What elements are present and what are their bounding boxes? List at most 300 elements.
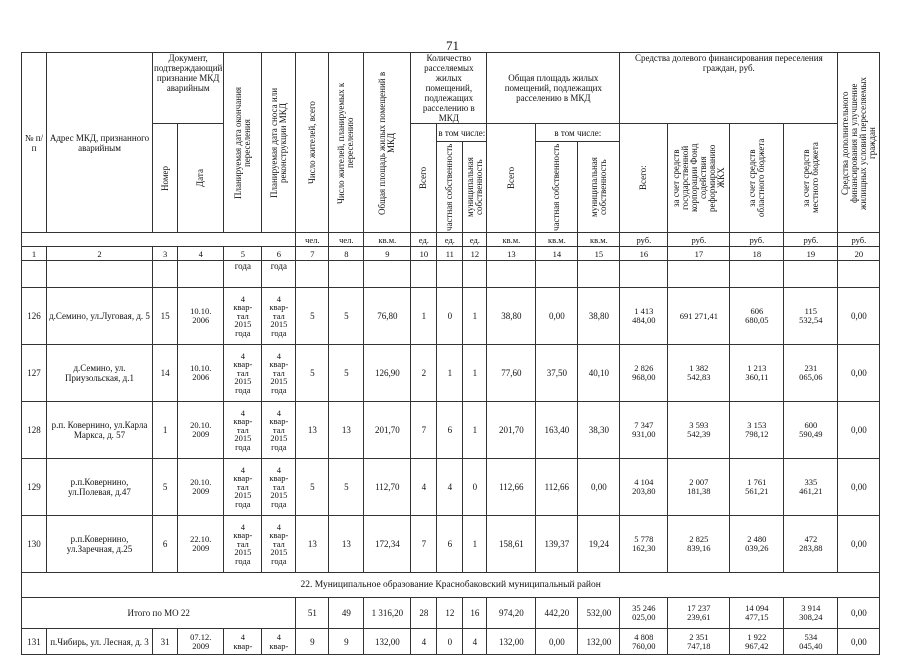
- cell-line: 534: [804, 631, 818, 642]
- cell-line: 5 778: [634, 534, 654, 545]
- row-c16: [620, 629, 668, 655]
- cell-line: 680,05: [745, 315, 769, 325]
- cell-line: 4: [240, 350, 245, 361]
- cell-line: года: [271, 441, 287, 452]
- header-doc: Документ, подтверждающий признание МКД аварийным: [153, 53, 224, 124]
- row-resettle-end: [224, 288, 262, 345]
- carry-over-demolish: года: [262, 261, 296, 288]
- col-number: 4: [178, 247, 224, 261]
- row-number: 129: [22, 459, 47, 516]
- cell-line: квар-: [269, 640, 289, 651]
- col-number: 5: [224, 247, 262, 261]
- cell-line: 2009: [192, 429, 210, 439]
- cell-line: 542,39: [687, 429, 711, 439]
- total-cell: 532,00: [578, 598, 620, 629]
- row-c7: 5: [296, 288, 329, 345]
- cell-line: тал: [272, 538, 285, 549]
- unit-cell: чел.: [329, 233, 364, 247]
- table-row: [22, 288, 880, 345]
- cell-line: тал: [236, 481, 249, 492]
- header-doc-number: Номер: [153, 124, 178, 233]
- row-c18: [730, 629, 784, 655]
- unit-cell: руб.: [620, 233, 668, 247]
- row-c18: [730, 459, 784, 516]
- row-c17: [668, 516, 730, 573]
- cell-line: 3 593: [689, 420, 709, 431]
- cell-line: 10.10.: [190, 306, 212, 317]
- row-doc-date: [178, 629, 224, 655]
- row-c15: 0,00: [578, 459, 620, 516]
- row-address: п.Чибирь, ул. Лесная, д. 3: [47, 629, 153, 655]
- cell-line: 2 007: [689, 477, 709, 488]
- row-c10: 7: [411, 516, 437, 573]
- cell-line: года: [271, 555, 287, 566]
- row-address: д.Семино, ул.Луговая, д. 5: [47, 288, 153, 345]
- district-row: [22, 573, 880, 598]
- table-row: [22, 516, 880, 573]
- empty-cell: [784, 261, 838, 288]
- row-c20: 0,00: [838, 459, 880, 516]
- total-cell: [730, 598, 784, 629]
- empty-cell: [411, 261, 437, 288]
- row-c15: 132,00: [578, 629, 620, 655]
- cell-line: 20.10.: [190, 420, 212, 431]
- cell-line: 798,12: [745, 429, 769, 439]
- row-c18: [730, 516, 784, 573]
- row-resettle-end: [224, 345, 262, 402]
- cell-line: 590,49: [799, 429, 823, 439]
- cell-line: 360,11: [745, 372, 769, 382]
- cell-line: 4: [276, 631, 281, 642]
- row-demolish: [262, 516, 296, 573]
- unit-cell: кв.м.: [578, 233, 620, 247]
- unit-cell: руб.: [668, 233, 730, 247]
- cell-line: 4 104: [634, 477, 654, 488]
- row-c16: [620, 516, 668, 573]
- cell-line: 484,00: [632, 315, 656, 325]
- row-resettle-end: [224, 629, 262, 655]
- cell-line: 532,54: [799, 315, 823, 325]
- total-line: 308,24: [799, 612, 823, 622]
- cell-line: 968,00: [632, 372, 656, 382]
- row-resettle-end: [224, 516, 262, 573]
- empty-cell: [536, 261, 578, 288]
- cell-line: 1 382: [689, 363, 709, 374]
- cell-line: года: [235, 555, 251, 566]
- cell-line: тал: [272, 367, 285, 378]
- cell-line: 606: [750, 306, 764, 317]
- cell-line: 4: [276, 293, 281, 304]
- col-number: 15: [578, 247, 620, 261]
- cell-line: квар-: [269, 416, 289, 427]
- cell-line: 967,42: [745, 640, 769, 651]
- header-area-private: частная собственность: [536, 142, 578, 233]
- table-body-last: [22, 629, 880, 655]
- row-doc-number: 1: [153, 402, 178, 459]
- header-municipal: муниципальная собственность: [463, 142, 487, 233]
- cell-line: 2015: [270, 319, 288, 330]
- col-number: 11: [437, 247, 463, 261]
- row-c9: 201,70: [364, 402, 411, 459]
- header-resettle-end: Планируемая дата окончания переселения: [224, 53, 262, 233]
- row-c8: 5: [329, 345, 364, 402]
- row-c12: 4: [463, 629, 487, 655]
- row-c16: [620, 288, 668, 345]
- header-funds-fond: за счет средств государственной корпорации Фонд содействия реформированию ЖКХ: [668, 124, 730, 233]
- cell-line: квар-: [233, 640, 253, 651]
- row-doc-number: 15: [153, 288, 178, 345]
- col-number: 1: [22, 247, 47, 261]
- cell-line: 4: [240, 631, 245, 642]
- row-number: 126: [22, 288, 47, 345]
- unit-cell: кв.м.: [364, 233, 411, 247]
- header-area-sum: Всего: [487, 124, 536, 233]
- cell-line: квар-: [233, 302, 253, 313]
- cell-line: года: [271, 498, 287, 509]
- cell-line: года: [271, 327, 287, 338]
- row-number: 130: [22, 516, 47, 573]
- row-c20: 0,00: [838, 288, 880, 345]
- col-number: 18: [730, 247, 784, 261]
- cell-line: 1 922: [747, 631, 767, 642]
- total-label: Итого по МО 22: [22, 598, 296, 629]
- cell-line: квар-: [233, 416, 253, 427]
- total-line: 35 246: [632, 603, 656, 614]
- row-c9: 76,80: [364, 288, 411, 345]
- col-number: 9: [364, 247, 411, 261]
- row-c13: 38,80: [487, 288, 536, 345]
- row-c17: [668, 629, 730, 655]
- cell-line: 162,30: [632, 543, 656, 553]
- cell-line: 2015: [270, 547, 288, 558]
- empty-cell: [47, 261, 153, 288]
- header-demolish: Планируемая дата сноса или реконструкции МКД: [262, 53, 296, 233]
- row-address: р.п.Ковернино, ул.Заречная, д.25: [47, 516, 153, 573]
- cell-line: тал: [272, 310, 285, 321]
- row-c15: 40,10: [578, 345, 620, 402]
- page-number: 71: [446, 38, 459, 53]
- col-number: 12: [463, 247, 487, 261]
- row-number: 131: [22, 629, 47, 655]
- row-c10: 7: [411, 402, 437, 459]
- row-c8: 9: [329, 629, 364, 655]
- row-doc-number: 6: [153, 516, 178, 573]
- cell-line: 07.12.: [190, 631, 212, 642]
- row-c14: 112,66: [536, 459, 578, 516]
- col-number: 17: [668, 247, 730, 261]
- cell-line: квар-: [233, 473, 253, 484]
- row-c7: 13: [296, 402, 329, 459]
- cell-line: квар-: [233, 359, 253, 370]
- cell-line: тал: [236, 367, 249, 378]
- row-c8: 13: [329, 402, 364, 459]
- cell-line: 1 413: [634, 306, 654, 317]
- row-c9: 112,70: [364, 459, 411, 516]
- col-number: 8: [329, 247, 364, 261]
- cell-line: квар-: [269, 302, 289, 313]
- total-cell: 49: [329, 598, 364, 629]
- row-c10: 2: [411, 345, 437, 402]
- row-c11: 4: [437, 459, 463, 516]
- row-c18: [730, 402, 784, 459]
- total-line: 17 237: [687, 603, 711, 614]
- row-doc-date: [178, 288, 224, 345]
- row-c11: 1: [437, 345, 463, 402]
- cell-line: 747,18: [687, 640, 711, 651]
- unit-cell: ед.: [437, 233, 463, 247]
- unit-cell: ед.: [463, 233, 487, 247]
- col-number: 10: [411, 247, 437, 261]
- cell-line: 2 826: [634, 363, 654, 374]
- header-residents-planned: Число жителей, планируемых к переселению: [329, 53, 364, 233]
- total-cell: 16: [463, 598, 487, 629]
- cell-line: 691 271,41: [679, 310, 718, 321]
- row-c13: 201,70: [487, 402, 536, 459]
- row-address: р.п. Ковернино, ул.Карла Маркса, д. 57: [47, 402, 153, 459]
- row-c19: [784, 402, 838, 459]
- empty-cell: [178, 261, 224, 288]
- cell-line: 2015: [270, 376, 288, 387]
- total-line: 025,00: [632, 612, 656, 622]
- row-c10: 4: [411, 629, 437, 655]
- row-c19: [784, 345, 838, 402]
- cell-line: 2015: [270, 490, 288, 501]
- table-row: [22, 629, 880, 655]
- row-c10: 4: [411, 459, 437, 516]
- cell-line: тал: [236, 424, 249, 435]
- total-line: 477,15: [745, 612, 769, 622]
- row-c7: 13: [296, 516, 329, 573]
- cell-line: 1 761: [747, 477, 767, 488]
- total-cell: 0,00: [838, 598, 880, 629]
- header-funds-extra: Средства дополнительного финансирования на улучшение жилищных условий переселяемых граждан: [838, 53, 880, 233]
- row-c14: 163,40: [536, 402, 578, 459]
- empty-cell: [838, 261, 880, 288]
- row-c12: 1: [463, 288, 487, 345]
- row-c19: [784, 516, 838, 573]
- total-row: [22, 598, 880, 629]
- table-row: [22, 459, 880, 516]
- cell-line: 4: [276, 407, 281, 418]
- row-c12: 1: [463, 402, 487, 459]
- carry-over-row: [22, 261, 880, 288]
- col-number: 7: [296, 247, 329, 261]
- unit-cell: кв.м.: [536, 233, 578, 247]
- row-demolish: [262, 345, 296, 402]
- cell-line: 2009: [192, 543, 210, 553]
- total-cell: 28: [411, 598, 437, 629]
- empty-cell: [153, 261, 178, 288]
- cell-line: 10.10.: [190, 363, 212, 374]
- row-c11: 0: [437, 288, 463, 345]
- col-number: 19: [784, 247, 838, 261]
- empty-cell: [296, 261, 329, 288]
- row-c14: 139,37: [536, 516, 578, 573]
- row-c9: 132,00: [364, 629, 411, 655]
- row-c9: 126,90: [364, 345, 411, 402]
- cell-line: 20.10.: [190, 477, 212, 488]
- cell-line: 4: [276, 464, 281, 475]
- row-c13: 158,61: [487, 516, 536, 573]
- empty-cell: [668, 261, 730, 288]
- row-c19: [784, 629, 838, 655]
- row-demolish: [262, 629, 296, 655]
- cell-line: 3 153: [747, 420, 767, 431]
- cell-line: 931,00: [632, 429, 656, 439]
- total-cell: 442,20: [536, 598, 578, 629]
- row-c11: 0: [437, 629, 463, 655]
- cell-line: 335: [804, 477, 818, 488]
- row-c20: 0,00: [838, 345, 880, 402]
- col-number: 16: [620, 247, 668, 261]
- cell-line: 22.10.: [190, 534, 212, 545]
- row-doc-date: [178, 402, 224, 459]
- cell-line: 542,83: [687, 372, 711, 382]
- cell-line: 2015: [234, 547, 252, 558]
- column-numbers-row: [22, 247, 880, 261]
- row-demolish: [262, 459, 296, 516]
- row-resettle-end: [224, 402, 262, 459]
- row-c12: 1: [463, 516, 487, 573]
- unit-cell: кв.м.: [487, 233, 536, 247]
- cell-line: тал: [272, 424, 285, 435]
- cell-line: 4: [240, 521, 245, 532]
- units-blank: [22, 233, 296, 247]
- row-c16: [620, 459, 668, 516]
- cell-line: 2015: [234, 433, 252, 444]
- row-c16: [620, 402, 668, 459]
- carry-over-end: года: [224, 261, 262, 288]
- cell-line: года: [271, 384, 287, 395]
- unit-cell: руб.: [730, 233, 784, 247]
- row-doc-number: 5: [153, 459, 178, 516]
- cell-line: 839,16: [687, 543, 711, 553]
- col-number: 3: [153, 247, 178, 261]
- header-residents: Число жителей, всего: [296, 53, 329, 233]
- row-doc-date: [178, 516, 224, 573]
- row-c12: 1: [463, 345, 487, 402]
- cell-line: 2015: [234, 376, 252, 387]
- cell-line: 115: [804, 306, 818, 317]
- cell-line: года: [235, 384, 251, 395]
- cell-line: 231: [804, 363, 818, 374]
- header-total-area: Общая площадь жилых помещений в МКД: [364, 53, 411, 233]
- header-address: Адрес МКД, признанного аварийным: [47, 53, 153, 233]
- row-c18: [730, 345, 784, 402]
- empty-cell: [22, 261, 47, 288]
- header-rooms-count: Количество расселяемых жилых помещений, подлежащих расселению в МКД: [411, 53, 487, 124]
- cell-line: 039,26: [745, 543, 769, 553]
- table-row: [22, 402, 880, 459]
- row-doc-number: 31: [153, 629, 178, 655]
- row-c11: 6: [437, 516, 463, 573]
- cell-line: 2 480: [747, 534, 767, 545]
- cell-line: 561,21: [745, 486, 769, 496]
- row-c15: 38,30: [578, 402, 620, 459]
- row-c20: 0,00: [838, 402, 880, 459]
- col-number: 13: [487, 247, 536, 261]
- row-c19: [784, 459, 838, 516]
- cell-line: квар-: [233, 530, 253, 541]
- row-doc-number: 14: [153, 345, 178, 402]
- row-c18: [730, 288, 784, 345]
- row-c7: 5: [296, 345, 329, 402]
- cell-line: 045,40: [799, 640, 823, 651]
- cell-line: 2015: [270, 433, 288, 444]
- total-line: 239,61: [687, 612, 711, 622]
- row-c17: [668, 459, 730, 516]
- cell-line: 2 825: [689, 534, 709, 545]
- cell-line: года: [235, 327, 251, 338]
- unit-cell: ед.: [411, 233, 437, 247]
- row-doc-date: [178, 345, 224, 402]
- row-c20: 0,00: [838, 629, 880, 655]
- col-number: 20: [838, 247, 880, 261]
- header-funds: Средства долевого финансирования переселения граждан, руб.: [620, 53, 838, 124]
- row-address: р.п.Ковернино, ул.Полевая, д.47: [47, 459, 153, 516]
- row-c7: 9: [296, 629, 329, 655]
- total-cell: 974,20: [487, 598, 536, 629]
- row-c13: 77,60: [487, 345, 536, 402]
- header-area-total: Общая площадь жилых помещений, подлежащих расселению в МКД: [487, 53, 620, 124]
- total-cell: [620, 598, 668, 629]
- row-doc-date: [178, 459, 224, 516]
- cell-line: 065,06: [799, 372, 823, 382]
- empty-cell: [437, 261, 463, 288]
- header-private: частная собственность: [437, 142, 463, 233]
- cell-line: года: [235, 498, 251, 509]
- cell-line: 472: [804, 534, 818, 545]
- row-c14: 37,50: [536, 345, 578, 402]
- cell-line: 2006: [192, 315, 210, 325]
- unit-cell: руб.: [784, 233, 838, 247]
- empty-cell: [620, 261, 668, 288]
- row-number: 127: [22, 345, 47, 402]
- cell-line: 4: [240, 464, 245, 475]
- header-rooms-incl: в том числе:: [437, 124, 487, 142]
- total-cell: 12: [437, 598, 463, 629]
- cell-line: 203,80: [632, 486, 656, 496]
- row-c14: 0,00: [536, 629, 578, 655]
- cell-line: квар-: [269, 530, 289, 541]
- cell-line: 760,00: [632, 640, 656, 651]
- header-area-incl: в том числе:: [536, 124, 620, 142]
- row-c17: [668, 345, 730, 402]
- row-c20: 0,00: [838, 516, 880, 573]
- cell-line: квар-: [269, 473, 289, 484]
- header-area-municipal: муниципальная собственность: [578, 142, 620, 233]
- header-doc-date: Дата: [178, 124, 224, 233]
- header-rooms-total: Всего: [411, 124, 437, 233]
- cell-line: 600: [804, 420, 818, 431]
- cell-line: 283,88: [799, 543, 823, 553]
- row-address: д.Семино, ул. Приузольская, д.1: [47, 345, 153, 402]
- cell-line: 181,38: [687, 486, 711, 496]
- cell-line: 2 351: [689, 631, 709, 642]
- row-c15: 38,80: [578, 288, 620, 345]
- empty-cell: [364, 261, 411, 288]
- cell-line: года: [235, 441, 251, 452]
- empty-cell: [730, 261, 784, 288]
- col-number: 6: [262, 247, 296, 261]
- empty-cell: [487, 261, 536, 288]
- row-c8: 13: [329, 516, 364, 573]
- cell-line: 7 347: [634, 420, 654, 431]
- cell-line: 4: [276, 521, 281, 532]
- total-cell: [668, 598, 730, 629]
- table-body: [22, 288, 880, 573]
- unit-cell: руб.: [838, 233, 880, 247]
